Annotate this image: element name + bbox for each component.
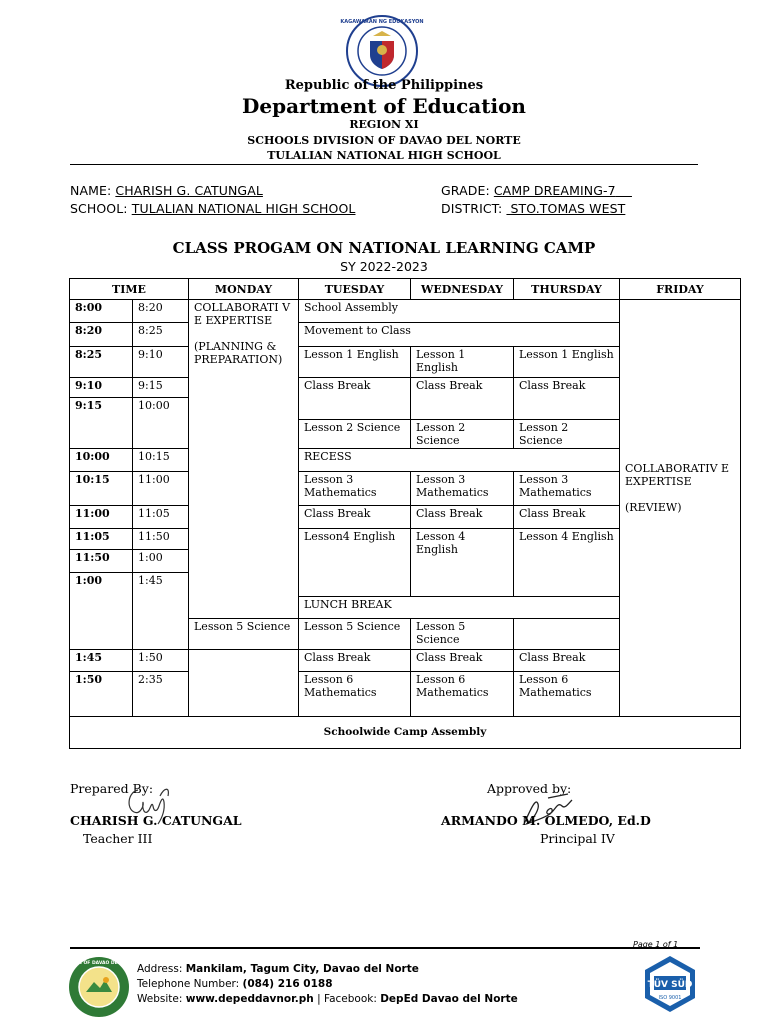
- footer-address: Address: Mankilam, Tagum City, Davao del Norte: [137, 963, 419, 975]
- svg-text:KAGAWARAN NG EDUKASYON: KAGAWARAN NG EDUKASYON: [340, 19, 424, 25]
- lesson-cell: Lesson 1 English: [299, 347, 411, 378]
- school-year: SY 2022-2023: [340, 259, 428, 274]
- lesson-cell: Lesson 2 Science: [411, 420, 514, 449]
- time-end: 9:15: [133, 378, 189, 398]
- grade-row: [441, 183, 632, 198]
- region-line: REGION XI: [349, 118, 419, 131]
- republic-line: Republic of the Philippines: [284, 78, 484, 93]
- time-end: 11:00: [133, 472, 189, 506]
- approved-title: Principal IV: [540, 831, 615, 846]
- header-wednesday: WEDNESDAY: [411, 279, 514, 300]
- header-time: TIME: [70, 279, 189, 300]
- time-start: 8:20: [70, 323, 133, 347]
- schoolwide-assembly-cell: Schoolwide Camp Assembly: [70, 717, 741, 749]
- schedule-table: [69, 278, 741, 749]
- table-row: [70, 717, 741, 749]
- time-start: 1:45: [70, 650, 133, 672]
- lesson-cell: Lesson 3 Mathematics: [514, 472, 620, 506]
- prepared-label: Prepared By:: [70, 781, 154, 796]
- break-cell: Class Break: [411, 650, 514, 672]
- header-divider: [70, 164, 698, 165]
- lesson-cell: Lesson 1 English: [411, 347, 514, 378]
- break-cell: Class Break: [514, 650, 620, 672]
- lesson-cell: Lesson 3 Mathematics: [411, 472, 514, 506]
- lesson-cell: Lesson 2 Science: [514, 420, 620, 449]
- school-value: TULALIAN NATIONAL HIGH SCHOOL: [131, 201, 356, 216]
- monday-cell: COLLABORATI VE EXPERTISE (PLANNING & PREPARATION): [189, 300, 299, 619]
- time-end: 8:20: [133, 300, 189, 323]
- time-end: 10:00: [133, 398, 189, 449]
- time-end: 1:45: [133, 573, 189, 650]
- deped-seal-icon: [340, 14, 424, 88]
- time-end: 1:50: [133, 650, 189, 672]
- name-value: CHARISH G. CATUNGAL: [115, 183, 263, 198]
- time-end: 8:25: [133, 323, 189, 347]
- department-title: Department of Education: [242, 94, 526, 118]
- lesson-cell: Lesson4 English: [299, 529, 411, 597]
- lesson-cell: Lesson 5 Science: [411, 619, 514, 650]
- header-tuesday: TUESDAY: [299, 279, 411, 300]
- break-cell: Class Break: [299, 650, 411, 672]
- school-row: [70, 201, 356, 216]
- header-friday: FRIDAY: [620, 279, 741, 300]
- lesson-cell: Lesson 4 English: [514, 529, 620, 597]
- time-start: 11:00: [70, 506, 133, 529]
- prepared-name: CHARISH G. CATUNGAL: [70, 813, 242, 828]
- school-assembly-cell: School Assembly: [299, 300, 620, 323]
- svg-text:ISO 9001: ISO 9001: [658, 995, 682, 1001]
- district-label: DISTRICT:: [441, 201, 503, 216]
- friday-cell: COLLABORATIV E EXPERTISE (REVIEW): [620, 300, 741, 717]
- grade-value: CAMP DREAMING-7: [493, 183, 616, 198]
- time-start: 9:15: [70, 398, 133, 449]
- district-row: [441, 201, 625, 216]
- monday-spacer: [189, 672, 299, 717]
- time-start: 8:00: [70, 300, 133, 323]
- svg-text:DIVISION OF DAVAO DEL NORTE: DIVISION OF DAVAO DEL NORTE: [58, 961, 140, 966]
- approved-label: Approved by:: [487, 781, 572, 796]
- time-start: 11:50: [70, 550, 133, 573]
- division-line: SCHOOLS DIVISION OF DAVAO DEL NORTE: [247, 134, 521, 147]
- time-end: 1:00: [133, 550, 189, 573]
- program-title: CLASS PROGAM ON NATIONAL LEARNING CAMP: [172, 239, 596, 257]
- break-cell: Class Break: [411, 378, 514, 420]
- time-start: 9:10: [70, 378, 133, 398]
- footer-web: Website: www.depeddavnor.ph | Facebook: DepEd Davao del Norte: [137, 993, 518, 1005]
- footer-phone: Telephone Number: (084) 216 0188: [137, 978, 333, 990]
- lesson-cell: Lesson 5 Science: [189, 619, 299, 650]
- time-end: 11:05: [133, 506, 189, 529]
- break-cell: Class Break: [514, 378, 620, 420]
- break-cell: Class Break: [299, 378, 411, 420]
- recess-cell: RECESS: [299, 449, 620, 472]
- lesson-cell: Lesson 1 English: [514, 347, 620, 378]
- approved-name: ARMANDO M. OLMEDO, Ed.D: [441, 813, 651, 828]
- header-thursday: THURSDAY: [514, 279, 620, 300]
- time-end: 11:50: [133, 529, 189, 550]
- time-start: 8:25: [70, 347, 133, 378]
- movement-cell: Movement to Class: [299, 323, 620, 347]
- school-line: TULALIAN NATIONAL HIGH SCHOOL: [267, 149, 501, 162]
- svg-text:TÜV SÜD: TÜV SÜD: [647, 980, 693, 990]
- tuv-logo-icon: [640, 954, 700, 1014]
- lesson-cell: Lesson 6 Mathematics: [299, 672, 411, 717]
- break-cell: Class Break: [514, 506, 620, 529]
- footer-divider: [70, 947, 700, 949]
- break-cell: Class Break: [411, 506, 514, 529]
- name-label: NAME:: [70, 183, 112, 198]
- lesson-cell: Lesson 4 English: [411, 529, 514, 597]
- school-label: SCHOOL:: [70, 201, 128, 216]
- lesson-cell: Lesson 6 Mathematics: [514, 672, 620, 717]
- time-end: 2:35: [133, 672, 189, 717]
- lesson-cell: Lesson 2 Science: [299, 420, 411, 449]
- page-number: Page 1 of 1: [633, 940, 679, 949]
- time-end: 9:10: [133, 347, 189, 378]
- grade-label: GRADE:: [441, 183, 490, 198]
- break-cell: Class Break: [299, 506, 411, 529]
- division-logo-icon: [58, 956, 140, 1018]
- lesson-cell: Lesson 6 Mathematics: [411, 672, 514, 717]
- header-monday: MONDAY: [189, 279, 299, 300]
- name-row: [70, 183, 263, 198]
- table-header-row: [70, 279, 741, 300]
- time-start: 11:05: [70, 529, 133, 550]
- lesson-cell: Lesson 3 Mathematics: [299, 472, 411, 506]
- time-start: 1:50: [70, 672, 133, 717]
- time-start: 10:15: [70, 472, 133, 506]
- time-start: 1:00: [70, 573, 133, 650]
- table-row: [70, 300, 741, 323]
- time-end: 10:15: [133, 449, 189, 472]
- lesson-cell: Lesson 5 Science: [299, 619, 411, 650]
- time-start: 10:00: [70, 449, 133, 472]
- district-value: STO.TOMAS WEST: [510, 201, 626, 216]
- lunch-cell: LUNCH BREAK: [299, 597, 620, 619]
- prepared-title: Teacher III: [83, 831, 153, 846]
- monday-spacer: [189, 650, 299, 672]
